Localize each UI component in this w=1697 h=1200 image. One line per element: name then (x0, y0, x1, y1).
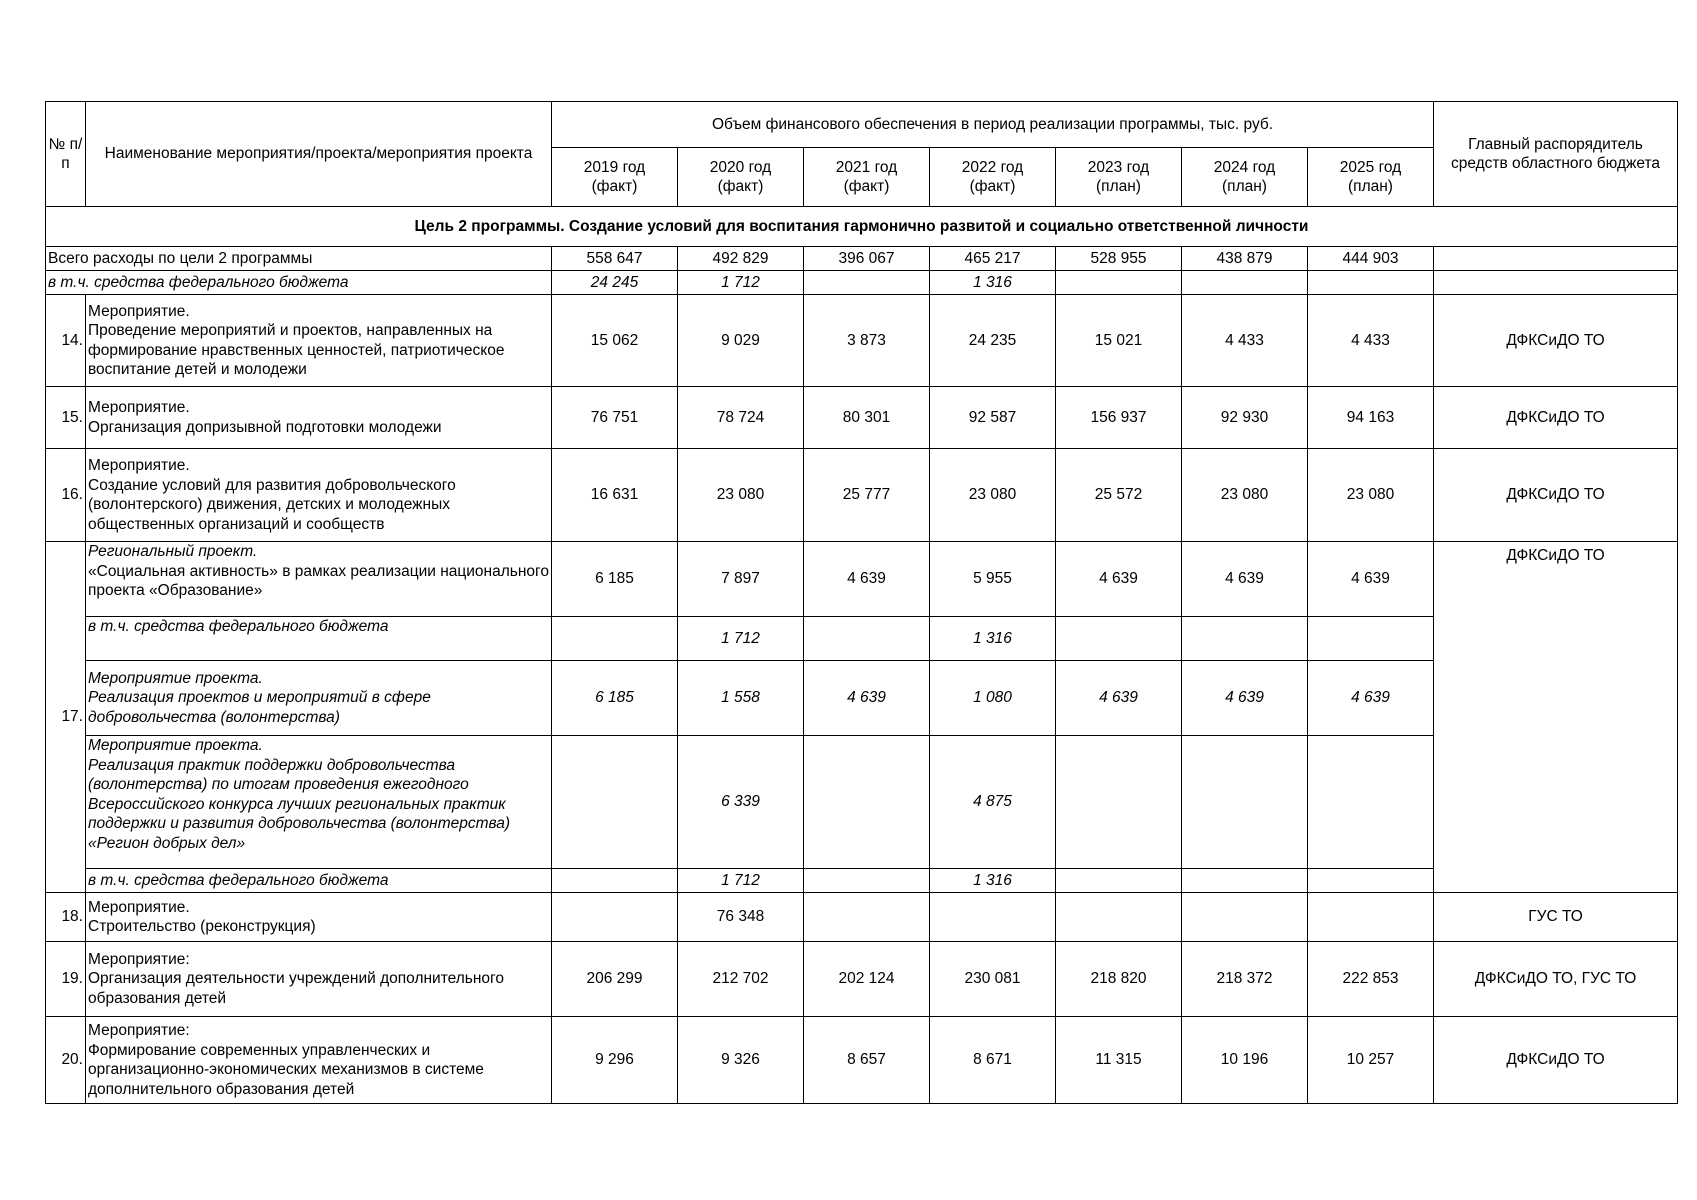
row-number: 16. (46, 449, 86, 542)
row-value: 4 639 (1308, 661, 1434, 736)
row-value: 15 062 (552, 295, 678, 387)
total-value: 558 647 (552, 247, 678, 271)
row-value: 4 639 (1182, 542, 1308, 617)
header-distributor: Главный распорядитель средств областного бюджета (1434, 102, 1678, 207)
row-value: 6 185 (552, 542, 678, 617)
row-title (86, 387, 552, 449)
row-value: 6 339 (678, 736, 804, 869)
row-value (804, 617, 930, 661)
row-value: 23 080 (1308, 449, 1434, 542)
row-type: Мероприятие. (88, 399, 190, 416)
row-value (804, 736, 930, 869)
goal-title: Цель 2 программы. Создание условий для воспитания гармонично развитой и социально ответственной личности (46, 207, 1678, 247)
row-distributor: ДФКСиДО ТО, ГУС ТО (1434, 942, 1678, 1017)
row-number: 17. (46, 542, 86, 893)
row-value: 9 326 (678, 1017, 804, 1104)
row-value: 9 296 (552, 1017, 678, 1104)
header-year-2019: 2019 год (факт) (552, 148, 678, 207)
table-row (46, 617, 1678, 661)
table-row (46, 387, 1678, 449)
row-value (930, 893, 1056, 942)
row-value: 230 081 (930, 942, 1056, 1017)
financing-table (45, 101, 1678, 1104)
row-value: 8 657 (804, 1017, 930, 1104)
total-federal-value: 1 712 (678, 271, 804, 295)
row-value: 1 316 (930, 617, 1056, 661)
header-volume: Объем финансового обеспечения в период реализации программы, тыс. руб. (552, 102, 1434, 148)
row-value: 1 558 (678, 661, 804, 736)
row-type: Мероприятие: (88, 950, 190, 968)
row-value (1308, 869, 1434, 893)
total-label: Всего расходы по цели 2 программы (46, 247, 552, 271)
table-row (46, 661, 1678, 736)
row-type: Мероприятие. (88, 457, 190, 474)
row-value (1056, 869, 1182, 893)
total-federal-distributor (1434, 271, 1678, 295)
row-value: 76 751 (552, 387, 678, 449)
header-year-2021: 2021 год (факт) (804, 148, 930, 207)
table-row (46, 295, 1678, 387)
row-value (804, 869, 930, 893)
table-row (46, 893, 1678, 942)
row-value: 1 712 (678, 617, 804, 661)
row-value: 23 080 (678, 449, 804, 542)
row-value: 4 433 (1308, 295, 1434, 387)
table-row (46, 942, 1678, 1017)
row-value (1308, 736, 1434, 869)
header-year-2024: 2024 год (план) (1182, 148, 1308, 207)
row-value: 25 777 (804, 449, 930, 542)
row-value (1182, 869, 1308, 893)
row-title (86, 542, 552, 617)
row-value (552, 617, 678, 661)
total-value: 444 903 (1308, 247, 1434, 271)
row-value: 4 639 (1182, 661, 1308, 736)
header-name: Наименование мероприятия/проекта/мероприятия проекта (86, 102, 552, 207)
row-value: 5 955 (930, 542, 1056, 617)
row-value: 4 639 (1056, 661, 1182, 736)
row-value (1182, 736, 1308, 869)
row-value: 80 301 (804, 387, 930, 449)
row-number: 15. (46, 387, 86, 449)
row-value: 7 897 (678, 542, 804, 617)
row-title-text: Формирование современных управленческих и организационно-экономических механизмов в системе дополнительного образования детей (88, 1041, 484, 1098)
row-distributor: ДФКСиДО ТО (1434, 295, 1678, 387)
row-title-text: Организация деятельности учреждений дополнительного образования детей (88, 970, 504, 1007)
row-value (1182, 893, 1308, 942)
row-title-text: Строительство (реконструкция) (88, 918, 316, 935)
row-distributor: ДФКСиДО ТО (1434, 542, 1678, 893)
row-value (804, 893, 930, 942)
row-value: 4 433 (1182, 295, 1308, 387)
header-year-2022: 2022 год (факт) (930, 148, 1056, 207)
row-value (1056, 617, 1182, 661)
row-federal-label: в т.ч. средства федерального бюджета (86, 869, 552, 893)
total-federal-row (46, 271, 1678, 295)
row-value: 4 639 (1056, 542, 1182, 617)
row-value: 3 873 (804, 295, 930, 387)
header-year-2025: 2025 год (план) (1308, 148, 1434, 207)
row-title (86, 942, 552, 1017)
row-title (86, 661, 552, 736)
row-value (1182, 617, 1308, 661)
row-value (1308, 893, 1434, 942)
row-title (86, 1017, 552, 1104)
row-value: 6 185 (552, 661, 678, 736)
row-value: 11 315 (1056, 1017, 1182, 1104)
row-title (86, 449, 552, 542)
row-type: Мероприятие: (88, 1022, 190, 1039)
row-distributor: ДФКСиДО ТО (1434, 1017, 1678, 1104)
total-federal-value (1182, 271, 1308, 295)
row-value (1056, 893, 1182, 942)
row-value: 15 021 (1056, 295, 1182, 387)
goal-row (46, 207, 1678, 247)
header-year-2023: 2023 год (план) (1056, 148, 1182, 207)
row-value: 212 702 (678, 942, 804, 1017)
row-type: Мероприятие. (88, 302, 190, 320)
row-value: 222 853 (1308, 942, 1434, 1017)
total-value: 465 217 (930, 247, 1056, 271)
row-value: 23 080 (930, 449, 1056, 542)
total-value: 528 955 (1056, 247, 1182, 271)
row-title (86, 736, 552, 869)
table-row (46, 736, 1678, 869)
total-federal-value (804, 271, 930, 295)
row-value: 92 587 (930, 387, 1056, 449)
row-value: 4 639 (804, 542, 930, 617)
row-value: 4 639 (1308, 542, 1434, 617)
header-num: № п/п (46, 102, 86, 207)
row-value: 76 348 (678, 893, 804, 942)
row-title (86, 295, 552, 387)
row-value: 23 080 (1182, 449, 1308, 542)
row-value: 94 163 (1308, 387, 1434, 449)
total-distributor (1434, 247, 1678, 271)
row-title-text: Реализация проектов и мероприятий в сфере добровольчества (волонтерства) (88, 689, 431, 726)
row-title-text: Проведение мероприятий и проектов, направленных на формирование нравственных ценностей, патриотическое воспитание детей и молодежи (88, 322, 505, 378)
row-value: 1 712 (678, 869, 804, 893)
row-number: 14. (46, 295, 86, 387)
header-row-1 (46, 102, 1678, 148)
row-value (552, 869, 678, 893)
table-row (46, 1017, 1678, 1104)
row-value: 1 316 (930, 869, 1056, 893)
header-year-2020: 2020 год (факт) (678, 148, 804, 207)
row-type: Региональный проект. (88, 543, 258, 560)
row-value: 10 196 (1182, 1017, 1308, 1104)
total-value: 396 067 (804, 247, 930, 271)
total-row (46, 247, 1678, 271)
total-federal-value: 1 316 (930, 271, 1056, 295)
total-federal-value (1056, 271, 1182, 295)
row-value: 9 029 (678, 295, 804, 387)
row-value: 92 930 (1182, 387, 1308, 449)
row-number: 19. (46, 942, 86, 1017)
row-value: 24 235 (930, 295, 1056, 387)
total-federal-value (1308, 271, 1434, 295)
row-value: 218 820 (1056, 942, 1182, 1017)
row-value: 4 875 (930, 736, 1056, 869)
row-value (552, 893, 678, 942)
row-title (86, 893, 552, 942)
row-title-text: Реализация практик поддержки добровольчества (волонтерства) по итогам проведения ежегодного Всероссийского конкурса лучших региональных практик поддержки и развития добровольчества (волонтерства) «Регион добрых дел» (88, 756, 511, 852)
row-type: Мероприятие проекта. (88, 669, 263, 687)
row-value: 25 572 (1056, 449, 1182, 542)
row-title-text: Организация допризывной подготовки молодежи (88, 418, 442, 436)
row-title-text: «Социальная активность» в рамках реализации национального проекта «Образование» (88, 562, 549, 599)
row-value: 4 639 (804, 661, 930, 736)
table-row (46, 542, 1678, 617)
total-federal-label: в т.ч. средства федерального бюджета (46, 271, 552, 295)
row-value: 1 080 (930, 661, 1056, 736)
total-value: 492 829 (678, 247, 804, 271)
total-value: 438 879 (1182, 247, 1308, 271)
row-type: Мероприятие. (88, 898, 190, 916)
table-row (46, 869, 1678, 893)
row-value: 16 631 (552, 449, 678, 542)
row-federal-label: в т.ч. средства федерального бюджета (86, 617, 552, 661)
total-federal-value: 24 245 (552, 271, 678, 295)
table-row (46, 449, 1678, 542)
row-distributor: ДФКСиДО ТО (1434, 449, 1678, 542)
row-value: 156 937 (1056, 387, 1182, 449)
row-value: 78 724 (678, 387, 804, 449)
row-value: 202 124 (804, 942, 930, 1017)
row-distributor: ГУС ТО (1434, 893, 1678, 942)
row-distributor: ДФКСиДО ТО (1434, 387, 1678, 449)
row-value: 8 671 (930, 1017, 1056, 1104)
row-type: Мероприятие проекта. (88, 737, 263, 754)
row-value (1056, 736, 1182, 869)
row-value (1308, 617, 1434, 661)
row-value: 218 372 (1182, 942, 1308, 1017)
row-value: 206 299 (552, 942, 678, 1017)
row-number: 20. (46, 1017, 86, 1104)
row-title-text: Создание условий для развития добровольческого (волонтерского) движения, детских и молодежных общественных организаций и сообществ (88, 476, 456, 533)
row-value (552, 736, 678, 869)
row-value: 10 257 (1308, 1017, 1434, 1104)
row-number: 18. (46, 893, 86, 942)
